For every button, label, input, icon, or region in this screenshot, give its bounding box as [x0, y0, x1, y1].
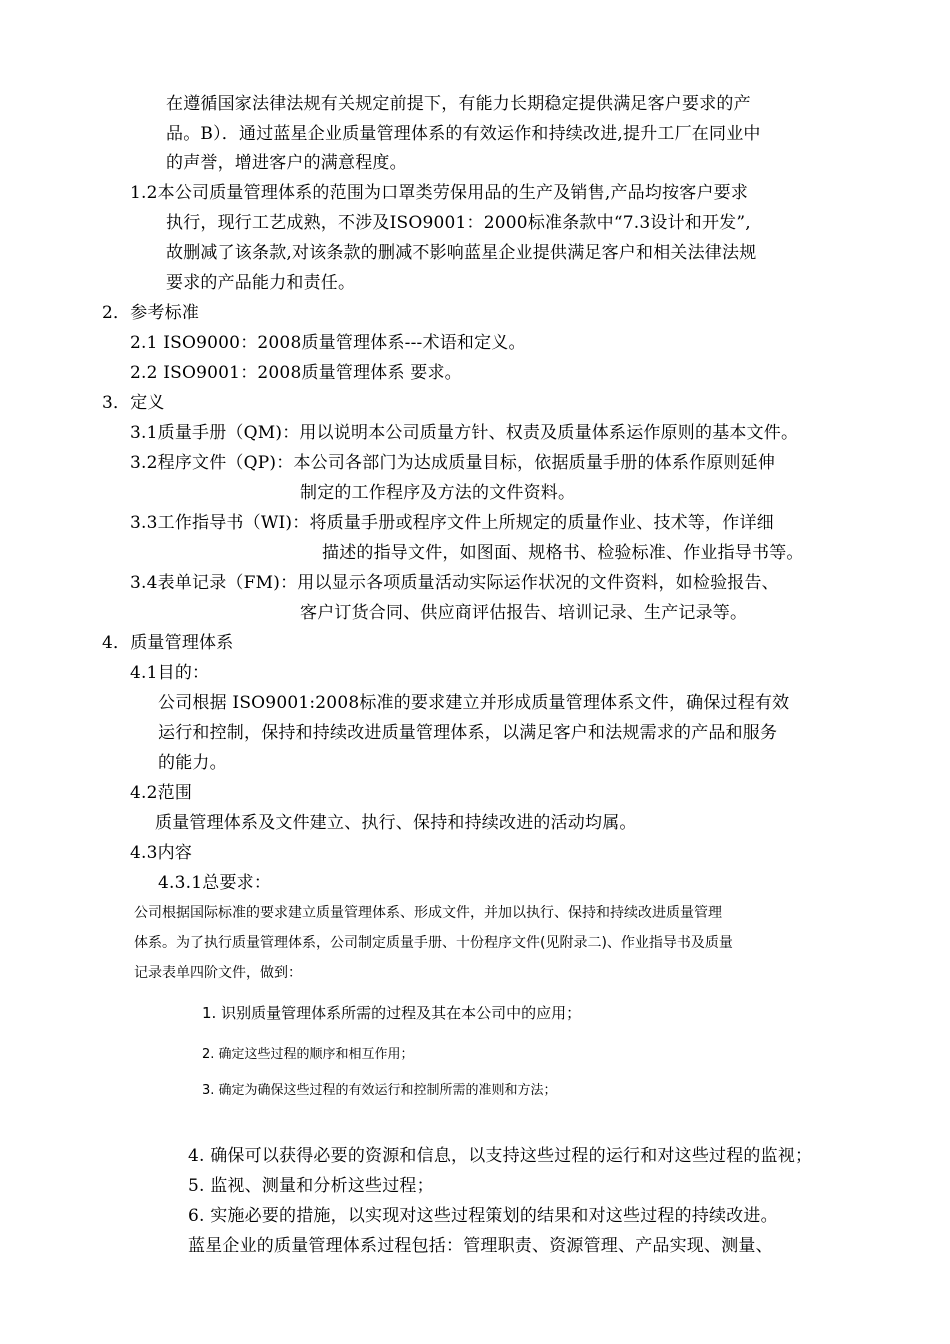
list-item: 3. 确定为确保这些过程的有效运行和控制所需的准则和方法；: [202, 1083, 557, 1098]
text-line: 执行，现行工艺成熟，不涉及ISO9001：2000标准条款中“7.3设计和开发”,: [166, 213, 751, 233]
text-line: 蓝星企业的质量管理体系过程包括：管理职责、资源管理、产品实现、测量、: [188, 1236, 773, 1256]
text-line: 的能力。: [158, 753, 227, 773]
subsection-heading: 4.1目的：: [130, 663, 210, 683]
section-heading: 2．参考标准: [102, 303, 200, 323]
text-line: 记录表单四阶文件，做到：: [134, 965, 302, 981]
text-line: 公司根据国际标准的要求建立质量管理体系、形成文件，并加以执行、保持和持续改进质量管理: [134, 905, 722, 921]
list-item: 6. 实施必要的措施，以实现对这些过程策划的结果和对这些过程的持续改进。: [188, 1206, 778, 1226]
section-heading: 4．质量管理体系: [102, 633, 234, 653]
text-line: 制定的工作程序及方法的文件资料。: [300, 483, 576, 503]
list-item: 1. 识别质量管理体系所需的过程及其在本公司中的应用；: [202, 1004, 582, 1022]
definition-item: 3.2程序文件（QP)：本公司各部门为达成质量目标，依据质量手册的体系作原则延伸: [130, 453, 776, 473]
subsection-heading: 4.3.1总要求：: [158, 873, 272, 893]
text-line: 故删减了该条款,对该条款的删减不影响蓝星企业提供满足客户和相关法律法规: [166, 243, 757, 263]
text-line: 体系。为了执行质量管理体系，公司制定质量手册、十份程序文件(见附录二)、作业指导书及质量: [134, 935, 733, 951]
text-line: 描述的指导文件，如图面、规格书、检验标准、作业指导书等。: [322, 543, 804, 563]
list-item: 4. 确保可以获得必要的资源和信息，以支持这些过程的运行和对这些过程的监视；: [188, 1146, 813, 1166]
list-item: 5. 监视、测量和分析这些过程；: [188, 1176, 434, 1196]
text-line: 运行和控制，保持和持续改进质量管理体系，以满足客户和法规需求的产品和服务: [158, 723, 778, 743]
definition-item: 3.4表单记录（FM)：用以显示各项质量活动实际运作状况的文件资料，如检验报告、: [130, 573, 779, 593]
text-line: 公司根据 ISO9001:2008标准的要求建立并形成质量管理体系文件，确保过程有效: [158, 693, 790, 713]
subsection-heading: 4.3内容: [130, 843, 193, 863]
section-heading: 1.2本公司质量管理体系的范围为口罩类劳保用品的生产及销售,产品均按客户要求: [130, 183, 749, 203]
text-line: 质量管理体系及文件建立、执行、保持和持续改进的活动均属。: [155, 813, 637, 833]
subsection-heading: 4.2范围: [130, 783, 193, 803]
text-line: 要求的产品能力和责任。: [166, 273, 356, 293]
definition-item: 3.1质量手册（QM)：用以说明本公司质量方针、权责及质量体系运作原则的基本文件。: [130, 423, 799, 443]
text-line: 2.1 ISO9000：2008质量管理体系---术语和定义。: [130, 333, 526, 353]
text-line: 2.2 ISO9001：2008质量管理体系 要求。: [130, 363, 462, 383]
text-line: 在遵循国家法律法规有关规定前提下，有能力长期稳定提供满足客户要求的产: [166, 94, 751, 114]
text-line: 的声誉，增进客户的满意程度。: [166, 153, 407, 173]
list-item: 2. 确定这些过程的顺序和相互作用；: [202, 1047, 414, 1062]
text-line: 客户订货合同、供应商评估报告、培训记录、生产记录等。: [300, 603, 748, 623]
section-heading: 3．定义: [102, 393, 165, 413]
definition-item: 3.3工作指导书（WI)：将质量手册或程序文件上所规定的质量作业、技术等，作详细: [130, 513, 774, 533]
text-line: 品。B）．通过蓝星企业质量管理体系的有效运作和持续改进,提升工厂在同业中: [166, 124, 761, 144]
